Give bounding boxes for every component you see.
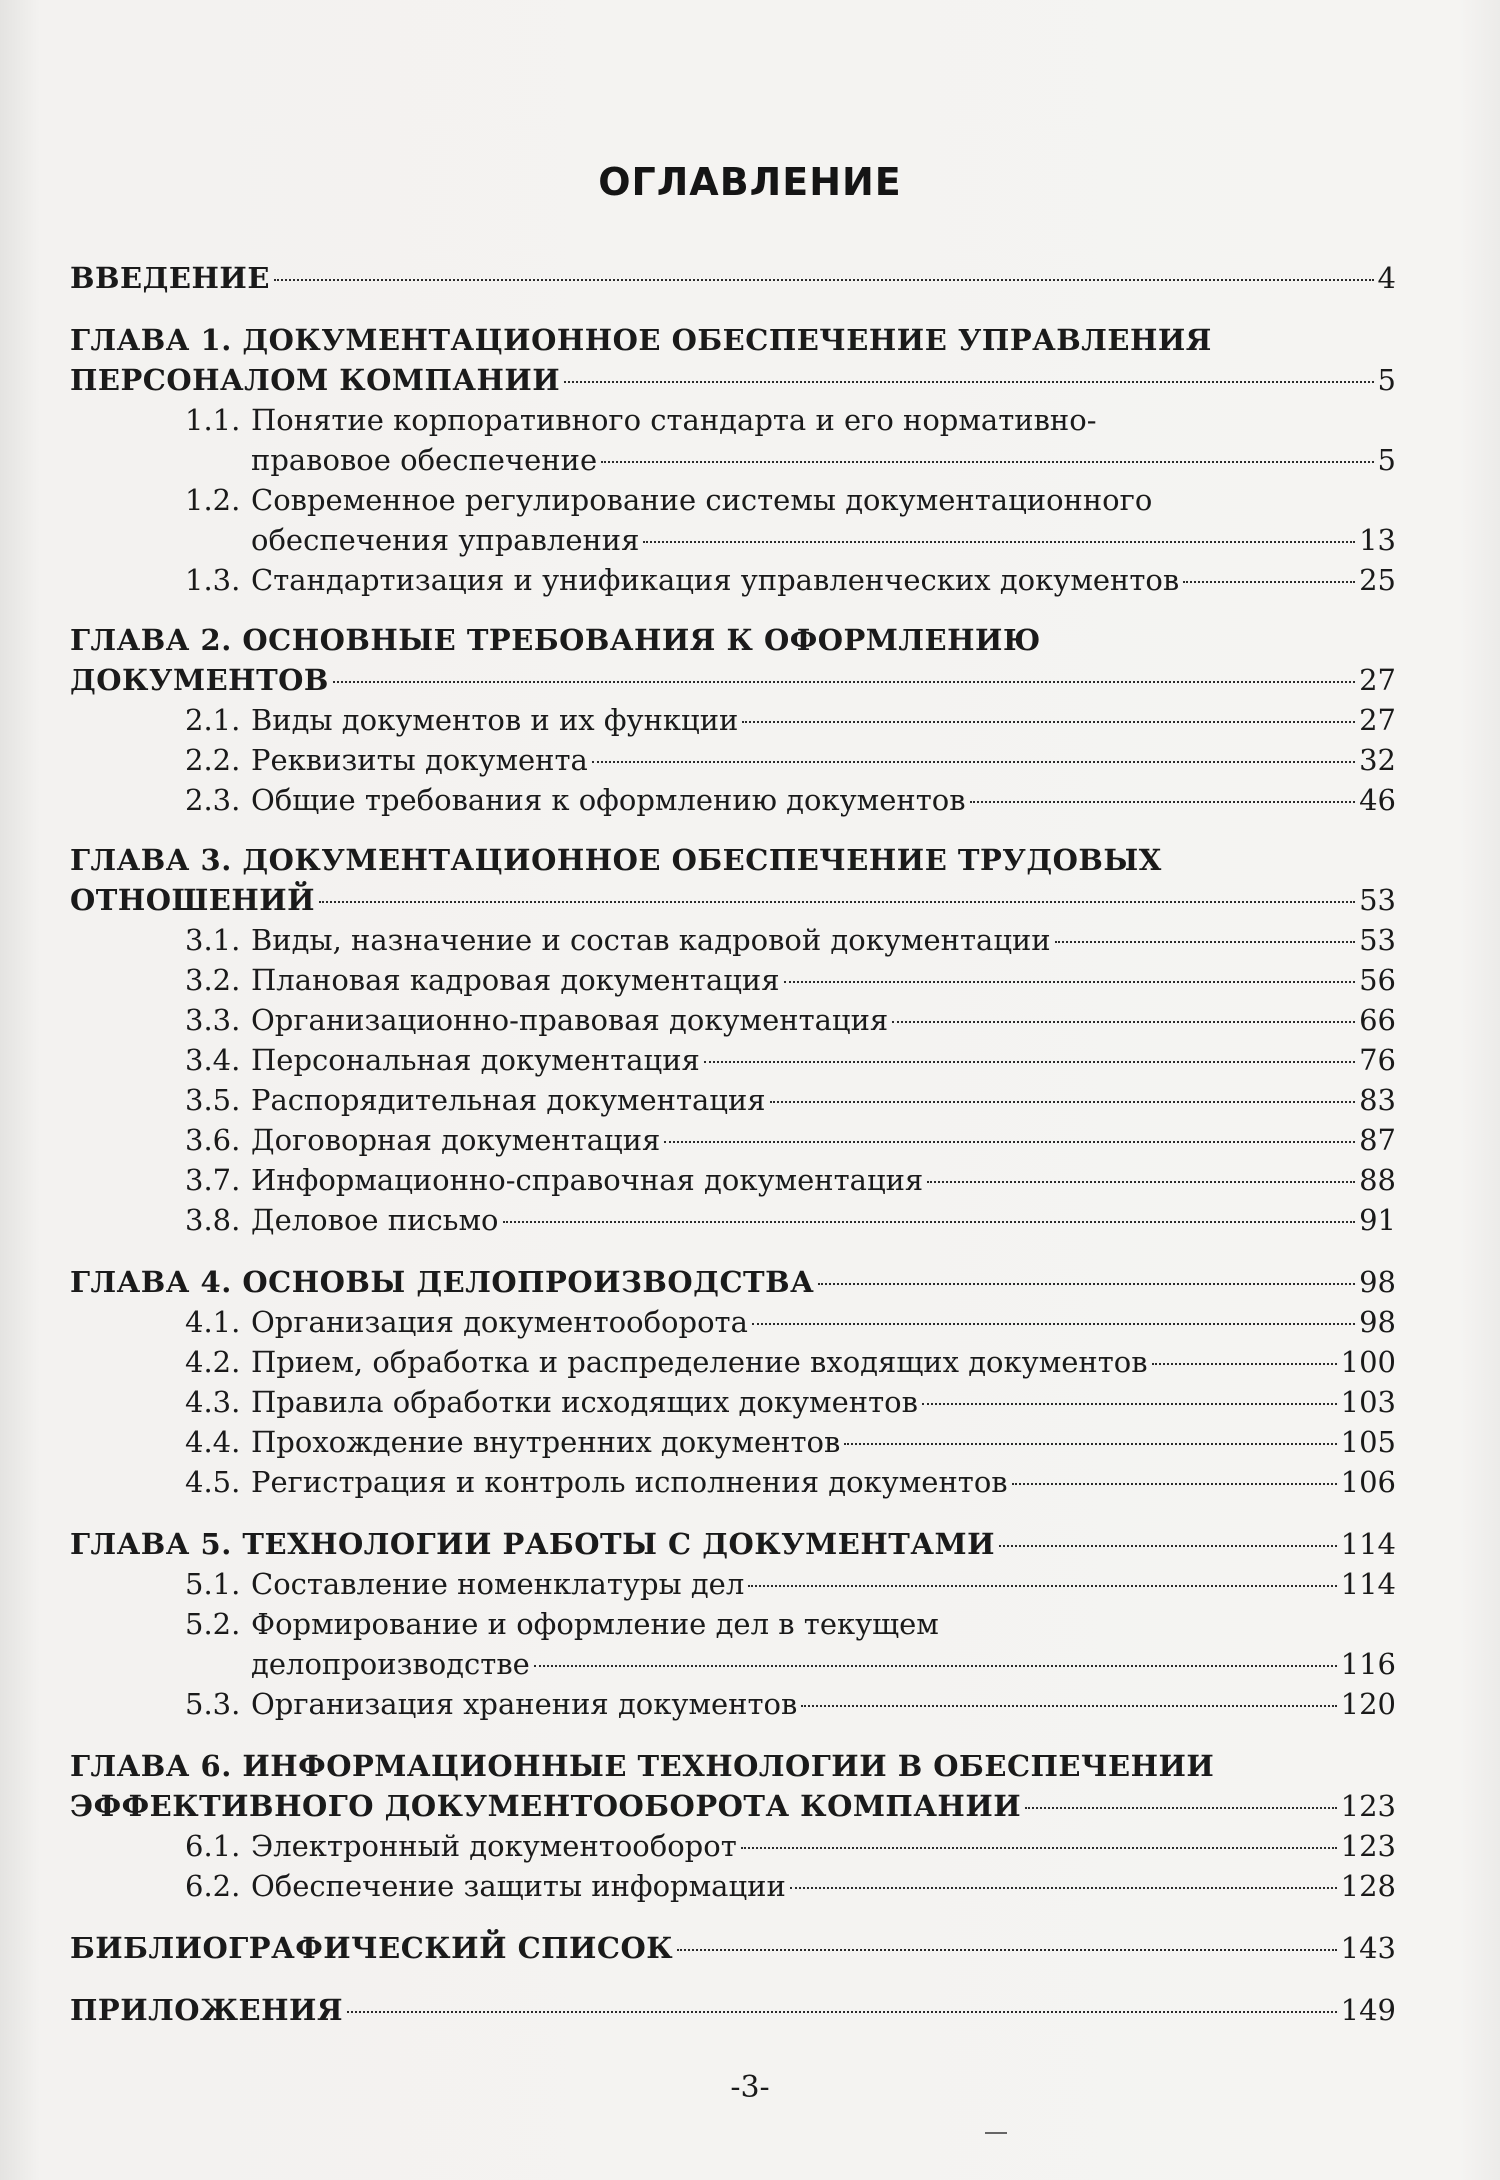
toc-entry-6-2	[70, 1866, 1396, 1906]
entry-page: 25	[1359, 563, 1396, 597]
entry-label: Организация хранения документов	[251, 1687, 798, 1721]
entry-number: 3.6.	[185, 1123, 241, 1157]
entry-page: 5	[1377, 363, 1396, 397]
entry-page: 27	[1359, 703, 1396, 737]
entry-page: 123	[1340, 1789, 1396, 1823]
entry-number: 6.2.	[185, 1869, 241, 1903]
entry-page: 114	[1340, 1567, 1396, 1601]
entry-number: 3.3.	[185, 1003, 241, 1037]
entry-label-line2: ДОКУМЕНТОВ	[70, 663, 329, 697]
dot-leader	[844, 1443, 1336, 1445]
dot-leader	[643, 541, 1355, 543]
dot-leader	[1025, 1807, 1337, 1809]
toc-entry-4-4	[70, 1422, 1396, 1462]
toc-entry-1-3	[70, 560, 1396, 600]
entry-label-line1: Современное регулирование системы документационного	[251, 483, 1153, 517]
entry-label: Прием, обработка и распределение входящих документов	[251, 1345, 1148, 1379]
dot-leader	[503, 1221, 1356, 1223]
toc-entry-1-1	[70, 400, 1396, 480]
entry-number: 1.2.	[185, 483, 241, 517]
entry-page: 83	[1359, 1083, 1396, 1117]
toc-entry-5-3	[70, 1684, 1396, 1724]
toc-entry-6-1	[70, 1826, 1396, 1866]
entry-number: 5.2.	[185, 1607, 241, 1641]
entry-page: 66	[1359, 1003, 1396, 1037]
dot-leader	[592, 761, 1355, 763]
entry-label: Договорная документация	[251, 1123, 661, 1157]
toc-entry-bibliography	[70, 1928, 1396, 1968]
toc-entry-3-5	[70, 1080, 1396, 1120]
dot-leader	[927, 1181, 1355, 1183]
dot-leader	[704, 1061, 1355, 1063]
entry-number: 5.1.	[185, 1567, 241, 1601]
dot-leader	[784, 981, 1356, 983]
entry-page: 114	[1340, 1527, 1396, 1561]
entry-label: Правила обработки исходящих документов	[251, 1385, 918, 1419]
dot-leader	[752, 1323, 1355, 1325]
entry-label: Обеспечение защиты информации	[251, 1869, 786, 1903]
entry-page: 123	[1340, 1829, 1396, 1863]
entry-page: 46	[1359, 783, 1396, 817]
toc-entry-chapter-3	[70, 840, 1396, 920]
toc-entry-chapter-1	[70, 320, 1396, 400]
entry-label: Составление номенклатуры дел	[251, 1567, 745, 1601]
entry-label: Электронный документооборот	[251, 1829, 737, 1863]
entry-number: 6.1.	[185, 1829, 241, 1863]
dot-leader	[818, 1283, 1355, 1285]
entry-number: 4.1.	[185, 1305, 241, 1339]
entry-page: 103	[1340, 1385, 1396, 1419]
dot-leader	[999, 1545, 1337, 1547]
entry-label: Регистрация и контроль исполнения документов	[251, 1465, 1008, 1499]
entry-page: 88	[1359, 1163, 1396, 1197]
entry-label: Организация документооборота	[251, 1305, 748, 1339]
toc-entry-2-2	[70, 740, 1396, 780]
dot-leader	[1183, 581, 1355, 583]
entry-number: 1.3.	[185, 563, 241, 597]
dot-leader	[741, 1847, 1337, 1849]
entry-label-line1: ГЛАВА 3. ДОКУМЕНТАЦИОННОЕ ОБЕСПЕЧЕНИЕ ТРУДОВЫХ	[70, 843, 1162, 877]
entry-number: 2.1.	[185, 703, 241, 737]
entry-page: 56	[1359, 963, 1396, 997]
entry-number: 3.7.	[185, 1163, 241, 1197]
entry-page: 128	[1340, 1869, 1396, 1903]
entry-label: Информационно-справочная документация	[251, 1163, 924, 1197]
entry-label-line1: ГЛАВА 2. ОСНОВНЫЕ ТРЕБОВАНИЯ К ОФОРМЛЕНИЮ	[70, 623, 1041, 657]
toc-entry-chapter-2	[70, 620, 1396, 700]
entry-label-line2: правовое обеспечение	[251, 443, 598, 477]
entry-page: 4	[1377, 261, 1396, 295]
toc-entry-3-7	[70, 1160, 1396, 1200]
entry-label: БИБЛИОГРАФИЧЕСКИЙ СПИСОК	[70, 1931, 674, 1965]
entry-page: 100	[1340, 1345, 1396, 1379]
entry-number: 3.4.	[185, 1043, 241, 1077]
entry-label-line1: ГЛАВА 1. ДОКУМЕНТАЦИОННОЕ ОБЕСПЕЧЕНИЕ УПРАВЛЕНИЯ	[70, 323, 1212, 357]
toc-entry-intro	[70, 258, 1396, 298]
entry-number: 2.2.	[185, 743, 241, 777]
entry-label: Деловое письмо	[251, 1203, 499, 1237]
margin-mark	[985, 2132, 1007, 2134]
entry-label: ВВЕДЕНИЕ	[70, 261, 270, 295]
entry-page: 53	[1359, 883, 1396, 917]
toc-entry-4-1	[70, 1302, 1396, 1342]
entry-label-line2: ЭФФЕКТИВНОГО ДОКУМЕНТООБОРОТА КОМПАНИИ	[70, 1789, 1022, 1823]
entry-page: 149	[1340, 1993, 1396, 2027]
entry-label: Персональная документация	[251, 1043, 700, 1077]
entry-label: Реквизиты документа	[251, 743, 588, 777]
entry-number: 4.5.	[185, 1465, 241, 1499]
dot-leader	[801, 1705, 1336, 1707]
toc-entry-1-2	[70, 480, 1396, 560]
entry-number: 2.3.	[185, 783, 241, 817]
entry-number: 3.2.	[185, 963, 241, 997]
dot-leader	[333, 681, 1355, 683]
dot-leader	[770, 1101, 1356, 1103]
entry-label: ГЛАВА 4. ОСНОВЫ ДЕЛОПРОИЗВОДСТВА	[70, 1265, 815, 1299]
entry-number: 3.5.	[185, 1083, 241, 1117]
dot-leader	[1012, 1483, 1337, 1485]
dot-leader	[601, 461, 1373, 463]
entry-page: 98	[1359, 1305, 1396, 1339]
dot-leader	[274, 279, 1374, 281]
entry-label: Распорядительная документация	[251, 1083, 766, 1117]
entry-label-line1: ГЛАВА 6. ИНФОРМАЦИОННЫЕ ТЕХНОЛОГИИ В ОБЕСПЕЧЕНИИ	[70, 1749, 1215, 1783]
entry-page: 32	[1359, 743, 1396, 777]
toc-entry-3-1	[70, 920, 1396, 960]
entry-label: Виды документов и их функции	[251, 703, 739, 737]
entry-page: 5	[1377, 443, 1396, 477]
dot-leader	[534, 1665, 1337, 1667]
dot-leader	[319, 901, 1355, 903]
entry-page: 53	[1359, 923, 1396, 957]
dot-leader	[970, 801, 1356, 803]
entry-number: 1.1.	[185, 403, 241, 437]
toc-entry-3-8	[70, 1200, 1396, 1240]
toc-entry-5-2	[70, 1604, 1396, 1684]
toc-entry-3-6	[70, 1120, 1396, 1160]
toc-entry-chapter-5	[70, 1524, 1396, 1564]
entry-label-line2: ПЕРСОНАЛОМ КОМПАНИИ	[70, 363, 561, 397]
entry-page: 76	[1359, 1043, 1396, 1077]
entry-page: 27	[1359, 663, 1396, 697]
entry-number: 5.3.	[185, 1687, 241, 1721]
entry-number: 4.3.	[185, 1385, 241, 1419]
entry-page: 105	[1340, 1425, 1396, 1459]
entry-page: 87	[1359, 1123, 1396, 1157]
toc-entry-4-5	[70, 1462, 1396, 1502]
toc-entry-appendix	[70, 1990, 1396, 2030]
dot-leader	[677, 1949, 1336, 1951]
entry-page: 116	[1340, 1647, 1396, 1681]
dot-leader	[1055, 941, 1355, 943]
entry-number: 3.1.	[185, 923, 241, 957]
toc-entry-2-1	[70, 700, 1396, 740]
entry-label: Стандартизация и унификация управленческих документов	[251, 563, 1180, 597]
dot-leader	[922, 1403, 1337, 1405]
entry-page: 91	[1359, 1203, 1396, 1237]
entry-number: 4.4.	[185, 1425, 241, 1459]
entry-label-line1: Понятие корпоративного стандарта и его нормативно-	[251, 403, 1097, 437]
toc-entry-4-3	[70, 1382, 1396, 1422]
toc-entry-3-2	[70, 960, 1396, 1000]
entry-label-line1: Формирование и оформление дел в текущем	[251, 1607, 939, 1641]
entry-label-line2: ОТНОШЕНИЙ	[70, 883, 316, 917]
dot-leader	[664, 1141, 1355, 1143]
dot-leader	[742, 721, 1355, 723]
entry-page: 120	[1340, 1687, 1396, 1721]
entry-number: 3.8.	[185, 1203, 241, 1237]
toc-entry-2-3	[70, 780, 1396, 820]
toc-entry-4-2	[70, 1342, 1396, 1382]
entry-label-line2: делопроизводстве	[251, 1647, 530, 1681]
toc-entry-5-1	[70, 1564, 1396, 1604]
entry-label: ГЛАВА 5. ТЕХНОЛОГИИ РАБОТЫ С ДОКУМЕНТАМИ	[70, 1527, 995, 1561]
page-number: -3-	[730, 2070, 770, 2105]
entry-label: Организационно-правовая документация	[251, 1003, 889, 1037]
entry-label: Плановая кадровая документация	[251, 963, 780, 997]
toc-entry-chapter-4	[70, 1262, 1396, 1302]
toc-entry-3-3	[70, 1000, 1396, 1040]
dot-leader	[748, 1585, 1336, 1587]
entry-label: Виды, назначение и состав кадровой документации	[251, 923, 1051, 957]
entry-number: 4.2.	[185, 1345, 241, 1379]
dot-leader	[1152, 1363, 1337, 1365]
entry-page: 13	[1359, 523, 1396, 557]
entry-page: 143	[1340, 1931, 1396, 1965]
entry-page: 98	[1359, 1265, 1396, 1299]
toc-heading: ОГЛАВЛЕНИЕ	[598, 160, 902, 204]
entry-label: Прохождение внутренних документов	[251, 1425, 841, 1459]
toc-entry-chapter-6	[70, 1746, 1396, 1826]
entry-label: ПРИЛОЖЕНИЯ	[70, 1993, 344, 2027]
entry-label: Общие требования к оформлению документов	[251, 783, 966, 817]
toc-entry-3-4	[70, 1040, 1396, 1080]
dot-leader	[347, 2011, 1337, 2013]
entry-page: 106	[1340, 1465, 1396, 1499]
dot-leader	[564, 381, 1373, 383]
entry-label-line2: обеспечения управления	[251, 523, 640, 557]
dot-leader	[790, 1887, 1337, 1889]
dot-leader	[892, 1021, 1355, 1023]
